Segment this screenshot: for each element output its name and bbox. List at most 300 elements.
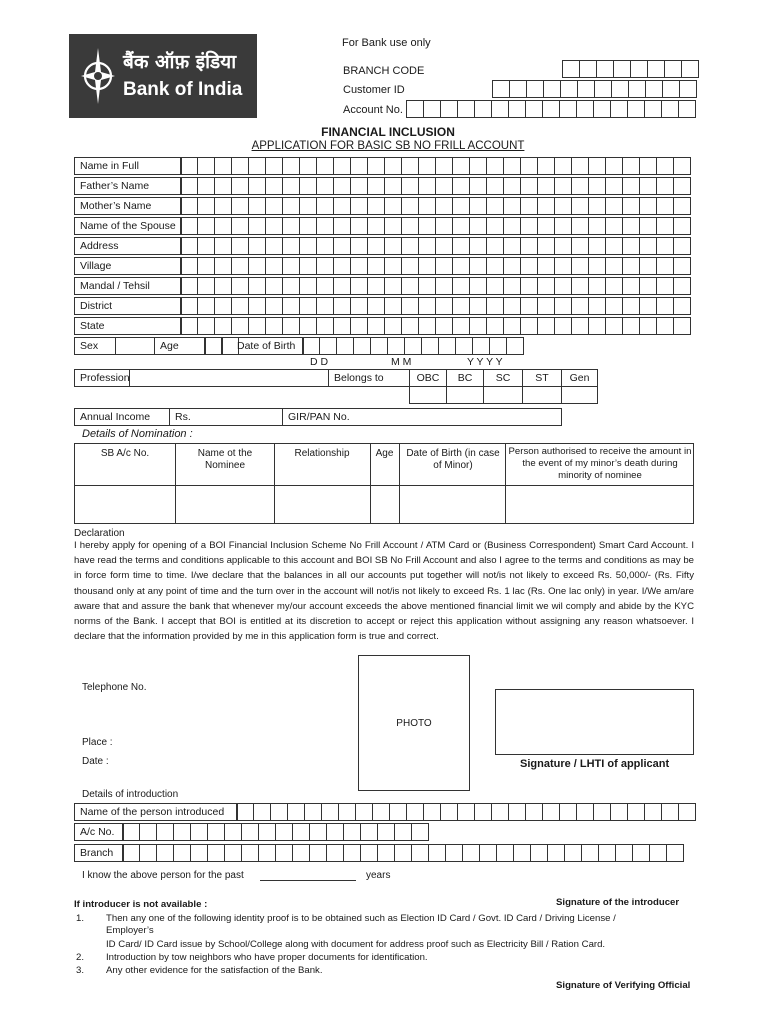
char-box[interactable] xyxy=(180,217,198,235)
char-box[interactable] xyxy=(258,823,276,841)
char-box[interactable] xyxy=(673,297,691,315)
char-box[interactable] xyxy=(316,217,334,235)
char-box[interactable] xyxy=(452,297,470,315)
char-box[interactable] xyxy=(435,237,453,255)
char-box[interactable] xyxy=(309,823,327,841)
char-box[interactable] xyxy=(639,177,657,195)
char-box[interactable] xyxy=(333,317,351,335)
char-box[interactable] xyxy=(418,277,436,295)
char-box[interactable] xyxy=(542,803,560,821)
char-box[interactable] xyxy=(248,177,266,195)
char-box[interactable] xyxy=(554,217,572,235)
char-box[interactable] xyxy=(384,317,402,335)
char-box[interactable] xyxy=(389,803,407,821)
char-box[interactable] xyxy=(639,157,657,175)
char-box[interactable] xyxy=(664,60,682,78)
char-box[interactable] xyxy=(435,157,453,175)
char-box[interactable] xyxy=(435,257,453,275)
char-box[interactable] xyxy=(656,257,674,275)
char-box[interactable] xyxy=(554,157,572,175)
char-box[interactable] xyxy=(452,317,470,335)
char-box[interactable] xyxy=(316,297,334,315)
char-box[interactable] xyxy=(214,217,232,235)
char-box[interactable] xyxy=(326,823,344,841)
char-box[interactable] xyxy=(562,60,580,78)
char-box[interactable] xyxy=(622,177,640,195)
char-box[interactable] xyxy=(299,157,317,175)
char-box[interactable] xyxy=(627,803,645,821)
char-box[interactable] xyxy=(610,100,628,118)
char-box[interactable] xyxy=(594,80,612,98)
char-box[interactable] xyxy=(605,277,623,295)
intro-branch-boxes[interactable] xyxy=(123,844,684,862)
char-box[interactable] xyxy=(401,317,419,335)
char-box[interactable] xyxy=(661,100,679,118)
char-box[interactable] xyxy=(336,337,354,355)
char-box[interactable] xyxy=(564,844,582,862)
char-box[interactable] xyxy=(673,257,691,275)
father-name-boxes[interactable] xyxy=(181,177,691,195)
char-box[interactable] xyxy=(241,823,259,841)
char-box[interactable] xyxy=(292,823,310,841)
char-box[interactable] xyxy=(418,217,436,235)
char-box[interactable] xyxy=(598,844,616,862)
obc-option[interactable] xyxy=(409,369,447,387)
char-box[interactable] xyxy=(214,317,232,335)
char-box[interactable] xyxy=(554,237,572,255)
village-boxes[interactable] xyxy=(181,257,691,275)
char-box[interactable] xyxy=(248,237,266,255)
char-box[interactable] xyxy=(435,277,453,295)
char-box[interactable] xyxy=(282,217,300,235)
char-box[interactable] xyxy=(282,157,300,175)
char-box[interactable] xyxy=(435,197,453,215)
char-box[interactable] xyxy=(503,177,521,195)
char-box[interactable] xyxy=(139,823,157,841)
char-box[interactable] xyxy=(326,844,344,862)
char-box[interactable] xyxy=(628,80,646,98)
char-box[interactable] xyxy=(401,217,419,235)
char-box[interactable] xyxy=(537,217,555,235)
char-box[interactable] xyxy=(469,277,487,295)
char-box[interactable] xyxy=(554,317,572,335)
char-box[interactable] xyxy=(520,157,538,175)
char-box[interactable] xyxy=(622,157,640,175)
char-box[interactable] xyxy=(503,217,521,235)
char-box[interactable] xyxy=(615,844,633,862)
char-box[interactable] xyxy=(401,157,419,175)
char-box[interactable] xyxy=(401,257,419,275)
char-box[interactable] xyxy=(560,80,578,98)
char-box[interactable] xyxy=(537,157,555,175)
char-box[interactable] xyxy=(197,277,215,295)
char-box[interactable] xyxy=(248,277,266,295)
char-box[interactable] xyxy=(401,197,419,215)
char-box[interactable] xyxy=(401,177,419,195)
char-box[interactable] xyxy=(622,217,640,235)
char-box[interactable] xyxy=(350,197,368,215)
char-box[interactable] xyxy=(333,177,351,195)
char-box[interactable] xyxy=(418,197,436,215)
char-box[interactable] xyxy=(593,100,611,118)
char-box[interactable] xyxy=(350,217,368,235)
char-box[interactable] xyxy=(360,844,378,862)
char-box[interactable] xyxy=(418,177,436,195)
char-box[interactable] xyxy=(360,823,378,841)
char-box[interactable] xyxy=(282,197,300,215)
char-box[interactable] xyxy=(367,217,385,235)
char-box[interactable] xyxy=(248,297,266,315)
char-box[interactable] xyxy=(537,237,555,255)
char-box[interactable] xyxy=(435,317,453,335)
customer-id-boxes[interactable] xyxy=(493,80,697,98)
char-box[interactable] xyxy=(506,337,524,355)
char-box[interactable] xyxy=(350,237,368,255)
char-box[interactable] xyxy=(418,317,436,335)
person-introduced-boxes[interactable] xyxy=(237,803,696,821)
char-box[interactable] xyxy=(214,157,232,175)
char-box[interactable] xyxy=(190,844,208,862)
char-box[interactable] xyxy=(435,217,453,235)
char-box[interactable] xyxy=(627,100,645,118)
char-box[interactable] xyxy=(520,297,538,315)
char-box[interactable] xyxy=(571,197,589,215)
char-box[interactable] xyxy=(207,823,225,841)
char-box[interactable] xyxy=(367,237,385,255)
char-box[interactable] xyxy=(265,237,283,255)
char-box[interactable] xyxy=(452,237,470,255)
char-box[interactable] xyxy=(673,157,691,175)
char-box[interactable] xyxy=(287,803,305,821)
char-box[interactable] xyxy=(319,337,337,355)
char-box[interactable] xyxy=(350,157,368,175)
char-box[interactable] xyxy=(678,100,696,118)
char-box[interactable] xyxy=(214,237,232,255)
char-box[interactable] xyxy=(316,197,334,215)
char-box[interactable] xyxy=(571,297,589,315)
gen-option[interactable] xyxy=(561,369,598,387)
char-box[interactable] xyxy=(588,257,606,275)
char-box[interactable] xyxy=(673,317,691,335)
char-box[interactable] xyxy=(542,100,560,118)
char-box[interactable] xyxy=(605,297,623,315)
char-box[interactable] xyxy=(492,80,510,98)
char-box[interactable] xyxy=(486,157,504,175)
char-box[interactable] xyxy=(577,80,595,98)
char-box[interactable] xyxy=(593,803,611,821)
char-box[interactable] xyxy=(316,237,334,255)
account-no-boxes[interactable] xyxy=(407,100,696,118)
char-box[interactable] xyxy=(452,157,470,175)
char-box[interactable] xyxy=(503,257,521,275)
char-box[interactable] xyxy=(282,297,300,315)
char-box[interactable] xyxy=(508,803,526,821)
char-box[interactable] xyxy=(204,337,222,355)
char-box[interactable] xyxy=(503,277,521,295)
char-box[interactable] xyxy=(496,844,514,862)
bc-option[interactable] xyxy=(446,369,484,387)
char-box[interactable] xyxy=(350,317,368,335)
char-box[interactable] xyxy=(469,197,487,215)
char-box[interactable] xyxy=(224,844,242,862)
char-box[interactable] xyxy=(491,100,509,118)
char-box[interactable] xyxy=(231,317,249,335)
char-box[interactable] xyxy=(503,317,521,335)
char-box[interactable] xyxy=(316,257,334,275)
char-box[interactable] xyxy=(554,277,572,295)
char-box[interactable] xyxy=(486,257,504,275)
char-box[interactable] xyxy=(526,80,544,98)
char-box[interactable] xyxy=(302,337,320,355)
char-box[interactable] xyxy=(622,297,640,315)
char-box[interactable] xyxy=(571,317,589,335)
char-box[interactable] xyxy=(644,100,662,118)
dob-boxes[interactable] xyxy=(303,337,524,355)
char-box[interactable] xyxy=(554,257,572,275)
nom-dob-input[interactable] xyxy=(400,486,504,522)
char-box[interactable] xyxy=(537,257,555,275)
char-box[interactable] xyxy=(630,60,648,78)
char-box[interactable] xyxy=(537,317,555,335)
char-box[interactable] xyxy=(656,157,674,175)
char-box[interactable] xyxy=(197,217,215,235)
obc-checkbox[interactable] xyxy=(409,386,447,404)
char-box[interactable] xyxy=(207,844,225,862)
char-box[interactable] xyxy=(673,217,691,235)
char-box[interactable] xyxy=(469,297,487,315)
char-box[interactable] xyxy=(248,197,266,215)
char-box[interactable] xyxy=(452,197,470,215)
char-box[interactable] xyxy=(605,317,623,335)
st-option[interactable] xyxy=(522,369,562,387)
char-box[interactable] xyxy=(537,197,555,215)
char-box[interactable] xyxy=(581,844,599,862)
char-box[interactable] xyxy=(673,237,691,255)
char-box[interactable] xyxy=(605,237,623,255)
char-box[interactable] xyxy=(265,317,283,335)
char-box[interactable] xyxy=(579,60,597,78)
char-box[interactable] xyxy=(180,177,198,195)
char-box[interactable] xyxy=(299,297,317,315)
char-box[interactable] xyxy=(435,297,453,315)
char-box[interactable] xyxy=(421,337,439,355)
char-box[interactable] xyxy=(231,217,249,235)
char-box[interactable] xyxy=(316,177,334,195)
char-box[interactable] xyxy=(197,257,215,275)
char-box[interactable] xyxy=(350,177,368,195)
nom-sb-ac-input[interactable] xyxy=(76,486,174,522)
char-box[interactable] xyxy=(673,177,691,195)
char-box[interactable] xyxy=(231,297,249,315)
char-box[interactable] xyxy=(656,177,674,195)
char-box[interactable] xyxy=(180,297,198,315)
char-box[interactable] xyxy=(611,80,629,98)
char-box[interactable] xyxy=(462,844,480,862)
char-box[interactable] xyxy=(292,844,310,862)
char-box[interactable] xyxy=(639,277,657,295)
char-box[interactable] xyxy=(299,177,317,195)
char-box[interactable] xyxy=(547,844,565,862)
char-box[interactable] xyxy=(486,217,504,235)
char-box[interactable] xyxy=(367,317,385,335)
bc-checkbox[interactable] xyxy=(446,386,484,404)
char-box[interactable] xyxy=(231,237,249,255)
char-box[interactable] xyxy=(197,297,215,315)
char-box[interactable] xyxy=(367,257,385,275)
char-box[interactable] xyxy=(270,803,288,821)
char-box[interactable] xyxy=(486,197,504,215)
char-box[interactable] xyxy=(639,217,657,235)
char-box[interactable] xyxy=(503,297,521,315)
char-box[interactable] xyxy=(401,277,419,295)
char-box[interactable] xyxy=(343,823,361,841)
char-box[interactable] xyxy=(350,277,368,295)
char-box[interactable] xyxy=(333,257,351,275)
char-box[interactable] xyxy=(520,277,538,295)
char-box[interactable] xyxy=(622,277,640,295)
char-box[interactable] xyxy=(367,157,385,175)
char-box[interactable] xyxy=(214,177,232,195)
char-box[interactable] xyxy=(503,157,521,175)
char-box[interactable] xyxy=(622,237,640,255)
char-box[interactable] xyxy=(639,257,657,275)
photo-box[interactable] xyxy=(358,655,470,791)
char-box[interactable] xyxy=(418,297,436,315)
char-box[interactable] xyxy=(384,197,402,215)
char-box[interactable] xyxy=(554,297,572,315)
char-box[interactable] xyxy=(231,157,249,175)
annual-income-field[interactable] xyxy=(169,408,283,426)
char-box[interactable] xyxy=(645,80,663,98)
char-box[interactable] xyxy=(384,237,402,255)
char-box[interactable] xyxy=(679,80,697,98)
intro-acno-boxes[interactable] xyxy=(123,823,429,841)
char-box[interactable] xyxy=(554,177,572,195)
char-box[interactable] xyxy=(180,257,198,275)
char-box[interactable] xyxy=(486,237,504,255)
char-box[interactable] xyxy=(503,237,521,255)
char-box[interactable] xyxy=(248,217,266,235)
char-box[interactable] xyxy=(309,844,327,862)
char-box[interactable] xyxy=(588,277,606,295)
char-box[interactable] xyxy=(647,60,665,78)
char-box[interactable] xyxy=(520,237,538,255)
char-box[interactable] xyxy=(513,844,531,862)
char-box[interactable] xyxy=(469,317,487,335)
char-box[interactable] xyxy=(333,297,351,315)
years-blank[interactable] xyxy=(260,880,356,881)
char-box[interactable] xyxy=(180,237,198,255)
char-box[interactable] xyxy=(491,803,509,821)
char-box[interactable] xyxy=(588,157,606,175)
mandal-boxes[interactable] xyxy=(181,277,691,295)
char-box[interactable] xyxy=(139,844,157,862)
char-box[interactable] xyxy=(435,177,453,195)
char-box[interactable] xyxy=(282,177,300,195)
char-box[interactable] xyxy=(367,177,385,195)
char-box[interactable] xyxy=(241,844,259,862)
char-box[interactable] xyxy=(411,844,429,862)
char-box[interactable] xyxy=(406,100,424,118)
char-box[interactable] xyxy=(231,197,249,215)
char-box[interactable] xyxy=(554,197,572,215)
char-box[interactable] xyxy=(656,217,674,235)
char-box[interactable] xyxy=(316,157,334,175)
char-box[interactable] xyxy=(486,177,504,195)
char-box[interactable] xyxy=(333,157,351,175)
char-box[interactable] xyxy=(520,317,538,335)
char-box[interactable] xyxy=(656,277,674,295)
char-box[interactable] xyxy=(576,100,594,118)
char-box[interactable] xyxy=(610,803,628,821)
char-box[interactable] xyxy=(469,237,487,255)
char-box[interactable] xyxy=(656,317,674,335)
char-box[interactable] xyxy=(571,237,589,255)
char-box[interactable] xyxy=(394,844,412,862)
char-box[interactable] xyxy=(537,297,555,315)
char-box[interactable] xyxy=(299,237,317,255)
char-box[interactable] xyxy=(474,803,492,821)
char-box[interactable] xyxy=(632,844,650,862)
char-box[interactable] xyxy=(503,197,521,215)
char-box[interactable] xyxy=(418,257,436,275)
char-box[interactable] xyxy=(656,197,674,215)
char-box[interactable] xyxy=(248,317,266,335)
char-box[interactable] xyxy=(304,803,322,821)
nom-nominee-input[interactable] xyxy=(176,486,273,522)
char-box[interactable] xyxy=(197,177,215,195)
char-box[interactable] xyxy=(367,277,385,295)
char-box[interactable] xyxy=(571,217,589,235)
char-box[interactable] xyxy=(440,100,458,118)
char-box[interactable] xyxy=(520,177,538,195)
char-box[interactable] xyxy=(571,177,589,195)
char-box[interactable] xyxy=(282,317,300,335)
char-box[interactable] xyxy=(253,803,271,821)
char-box[interactable] xyxy=(644,803,662,821)
char-box[interactable] xyxy=(333,197,351,215)
char-box[interactable] xyxy=(197,197,215,215)
char-box[interactable] xyxy=(321,803,339,821)
char-box[interactable] xyxy=(486,277,504,295)
char-box[interactable] xyxy=(411,823,429,841)
char-box[interactable] xyxy=(401,297,419,315)
char-box[interactable] xyxy=(469,257,487,275)
char-box[interactable] xyxy=(418,237,436,255)
char-box[interactable] xyxy=(576,803,594,821)
char-box[interactable] xyxy=(452,217,470,235)
char-box[interactable] xyxy=(197,317,215,335)
nom-person-input[interactable] xyxy=(506,486,692,522)
char-box[interactable] xyxy=(472,337,490,355)
state-boxes[interactable] xyxy=(181,317,691,335)
char-box[interactable] xyxy=(588,197,606,215)
char-box[interactable] xyxy=(404,337,422,355)
char-box[interactable] xyxy=(214,277,232,295)
char-box[interactable] xyxy=(469,157,487,175)
char-box[interactable] xyxy=(605,257,623,275)
char-box[interactable] xyxy=(605,157,623,175)
char-box[interactable] xyxy=(173,844,191,862)
char-box[interactable] xyxy=(258,844,276,862)
char-box[interactable] xyxy=(639,197,657,215)
st-checkbox[interactable] xyxy=(522,386,562,404)
char-box[interactable] xyxy=(372,803,390,821)
char-box[interactable] xyxy=(418,157,436,175)
char-box[interactable] xyxy=(438,337,456,355)
char-box[interactable] xyxy=(248,157,266,175)
char-box[interactable] xyxy=(571,157,589,175)
